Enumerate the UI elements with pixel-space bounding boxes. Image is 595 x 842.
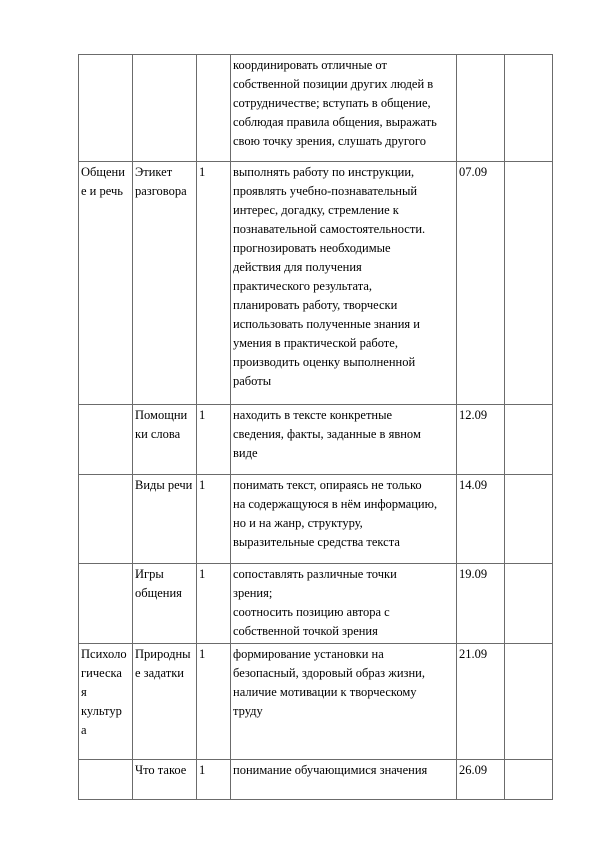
- date-plan-text: 07.09: [459, 165, 488, 179]
- topic-cell: [133, 475, 197, 564]
- hours-text: 1: [199, 763, 206, 777]
- activities-text: сопоставлять различные точки зрения; соотносить позицию автора с собственной точкой зрения: [233, 567, 397, 638]
- date-plan-cell: [457, 644, 505, 760]
- hours-cell: [197, 475, 231, 564]
- topic-text: Что такое: [135, 763, 187, 777]
- curriculum-table: [78, 54, 553, 800]
- activities-cell: [231, 475, 457, 564]
- topic-text: Виды речи: [135, 478, 193, 492]
- topic-text: Природны е задатки: [135, 647, 191, 680]
- activities-text: понимание обучающимися значения: [233, 763, 428, 777]
- section-cell: [79, 644, 133, 760]
- hours-cell: [197, 564, 231, 644]
- hours-text: 1: [199, 567, 206, 581]
- date-plan-text: 19.09: [459, 567, 488, 581]
- table-row: [79, 644, 553, 760]
- section-cell: [79, 475, 133, 564]
- section-text: Общени е и речь: [81, 165, 125, 198]
- table-row: [79, 55, 553, 162]
- topic-text: Помощни ки слова: [135, 408, 188, 441]
- activities-cell: [231, 644, 457, 760]
- table-row: [79, 475, 553, 564]
- hours-cell: [197, 405, 231, 475]
- activities-cell: [231, 405, 457, 475]
- date-plan-text: 14.09: [459, 478, 488, 492]
- activities-text: формирование установки на безопасный, здоровый образ жизни, наличие мотивации к творческому труду: [233, 647, 425, 718]
- topic-cell: [133, 162, 197, 405]
- activities-text: понимать текст, опираясь не только на содержащуюся в нём информацию, но и на жанр, структуру, выразительные средства текста: [233, 478, 438, 549]
- hours-text: 1: [199, 647, 206, 661]
- date-plan-cell: [457, 564, 505, 644]
- date-fact-cell: [505, 760, 553, 800]
- date-fact-cell: [505, 55, 553, 162]
- table-row: [79, 760, 553, 800]
- hours-text: 1: [199, 408, 206, 422]
- activities-text: выполнять работу по инструкции, проявлять учебно-познавательный интерес, догадку, стремление к познавательной самостоятельности. прогнозировать необходимые действия для получения практического результата, планировать работу, творчески использовать полученные знания и умения в практической работе, производить оценку выполненной работы: [233, 165, 426, 388]
- activities-text: находить в тексте конкретные сведения, факты, заданные в явном виде: [233, 408, 421, 460]
- section-cell: [79, 564, 133, 644]
- date-fact-cell: [505, 644, 553, 760]
- date-plan-cell: [457, 475, 505, 564]
- date-plan-cell: [457, 55, 505, 162]
- date-plan-text: 26.09: [459, 763, 488, 777]
- topic-text: Этикет разговора: [135, 165, 187, 198]
- activities-cell: [231, 564, 457, 644]
- activities-cell: [231, 55, 457, 162]
- date-plan-cell: [457, 405, 505, 475]
- topic-text: Игры общения: [135, 567, 182, 600]
- hours-text: 1: [199, 165, 206, 179]
- section-cell: [79, 405, 133, 475]
- date-plan-text: 12.09: [459, 408, 488, 422]
- section-text: Психоло гическа я культур а: [81, 647, 127, 737]
- date-fact-cell: [505, 162, 553, 405]
- activities-cell: [231, 162, 457, 405]
- topic-cell: [133, 760, 197, 800]
- date-plan-text: 21.09: [459, 647, 488, 661]
- hours-text: 1: [199, 478, 206, 492]
- topic-cell: [133, 55, 197, 162]
- hours-cell: [197, 162, 231, 405]
- activities-cell: [231, 760, 457, 800]
- table-row: [79, 564, 553, 644]
- section-cell: [79, 162, 133, 405]
- activities-text: координировать отличные от собственной позиции других людей в сотрудничестве; вступать в общение, соблюдая правила общения, выражать свою точку зрения, слушать другого: [233, 58, 437, 148]
- section-cell: [79, 55, 133, 162]
- topic-cell: [133, 564, 197, 644]
- date-fact-cell: [505, 564, 553, 644]
- date-fact-cell: [505, 405, 553, 475]
- date-fact-cell: [505, 475, 553, 564]
- topic-cell: [133, 405, 197, 475]
- section-cell: [79, 760, 133, 800]
- hours-cell: [197, 760, 231, 800]
- topic-cell: [133, 644, 197, 760]
- hours-cell: [197, 55, 231, 162]
- date-plan-cell: [457, 760, 505, 800]
- hours-cell: [197, 644, 231, 760]
- table-row: [79, 405, 553, 475]
- date-plan-cell: [457, 162, 505, 405]
- table-row: [79, 162, 553, 405]
